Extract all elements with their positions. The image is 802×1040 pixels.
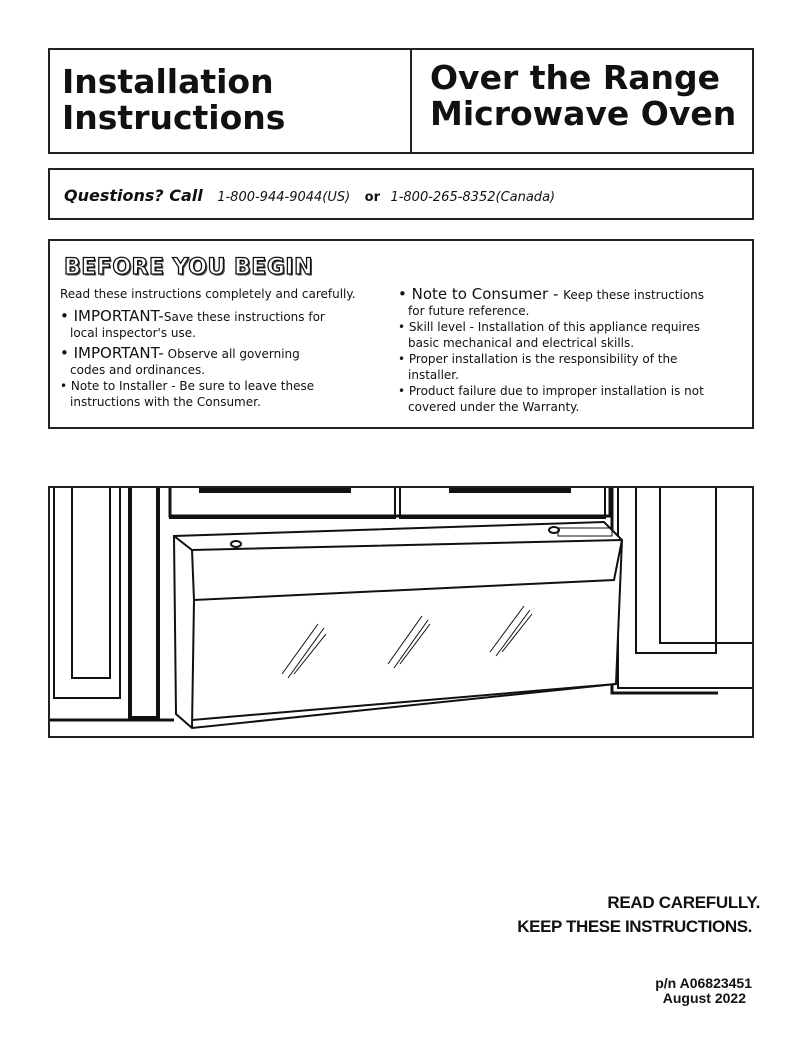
microwave-drawing — [50, 488, 752, 736]
list-item — [60, 308, 390, 341]
item-text: Save these instructions for — [163, 310, 325, 324]
item-text: • Note to Installer - Be sure to leave these — [60, 379, 315, 393]
document-title — [50, 50, 412, 152]
section-heading: BEFORE YOU BEGIN — [64, 255, 313, 280]
questions-label: Questions? Call — [64, 186, 203, 205]
list-item — [60, 378, 390, 410]
part-number: p/n A06823451 — [655, 975, 752, 991]
title-block — [48, 48, 754, 154]
item-text: • Skill level - Installation of this appliance requires — [398, 320, 701, 334]
item-cont: basic mechanical and electrical skills. — [408, 336, 635, 350]
item-cont: instructions with the Consumer. — [70, 395, 261, 409]
contact-banner — [48, 168, 754, 220]
list-item — [398, 319, 748, 351]
item-cont: for future reference. — [408, 304, 530, 318]
phone-canada: 1-800-265-8352(Canada) — [390, 190, 556, 205]
item-text: Keep these instructions — [563, 288, 705, 302]
item-cont: local inspector's use. — [70, 326, 196, 340]
item-text: Observe all governing — [163, 347, 300, 361]
item-cont: codes and ordinances. — [70, 363, 206, 377]
intro-text: Read these instructions completely and carefully. — [60, 287, 356, 301]
item-text: • Proper installation is the responsibility of the — [398, 352, 678, 366]
title-line-2: Instructions — [62, 98, 286, 137]
microwave-illustration — [48, 486, 754, 738]
item-text: • Product failure due to improper installation is not — [398, 384, 704, 398]
keep-instructions-notice: KEEP THESE INSTRUCTIONS. — [517, 917, 752, 936]
left-column — [60, 286, 390, 410]
product-line-2: Microwave Oven — [430, 94, 737, 133]
item-lead: • IMPORTANT- — [60, 344, 164, 362]
item-cont: installer. — [408, 368, 459, 382]
item-lead: • IMPORTANT- — [60, 307, 164, 325]
list-item — [60, 345, 390, 378]
list-item — [398, 351, 748, 383]
phone-us: 1-800-944-9044(US) — [217, 190, 351, 205]
list-item — [398, 383, 748, 415]
publication-date: August 2022 — [662, 990, 746, 1006]
item-lead: • Note to Consumer - — [398, 285, 564, 303]
product-title — [412, 50, 752, 152]
or-label: or — [364, 190, 380, 205]
before-you-begin-section — [48, 239, 754, 429]
title-line-1: Installation — [62, 62, 274, 101]
right-column — [398, 286, 748, 415]
product-line-1: Over the Range — [430, 58, 721, 97]
read-carefully-notice: READ CAREFULLY. — [607, 893, 760, 912]
list-item — [398, 286, 748, 319]
item-cont: covered under the Warranty. — [408, 400, 580, 414]
